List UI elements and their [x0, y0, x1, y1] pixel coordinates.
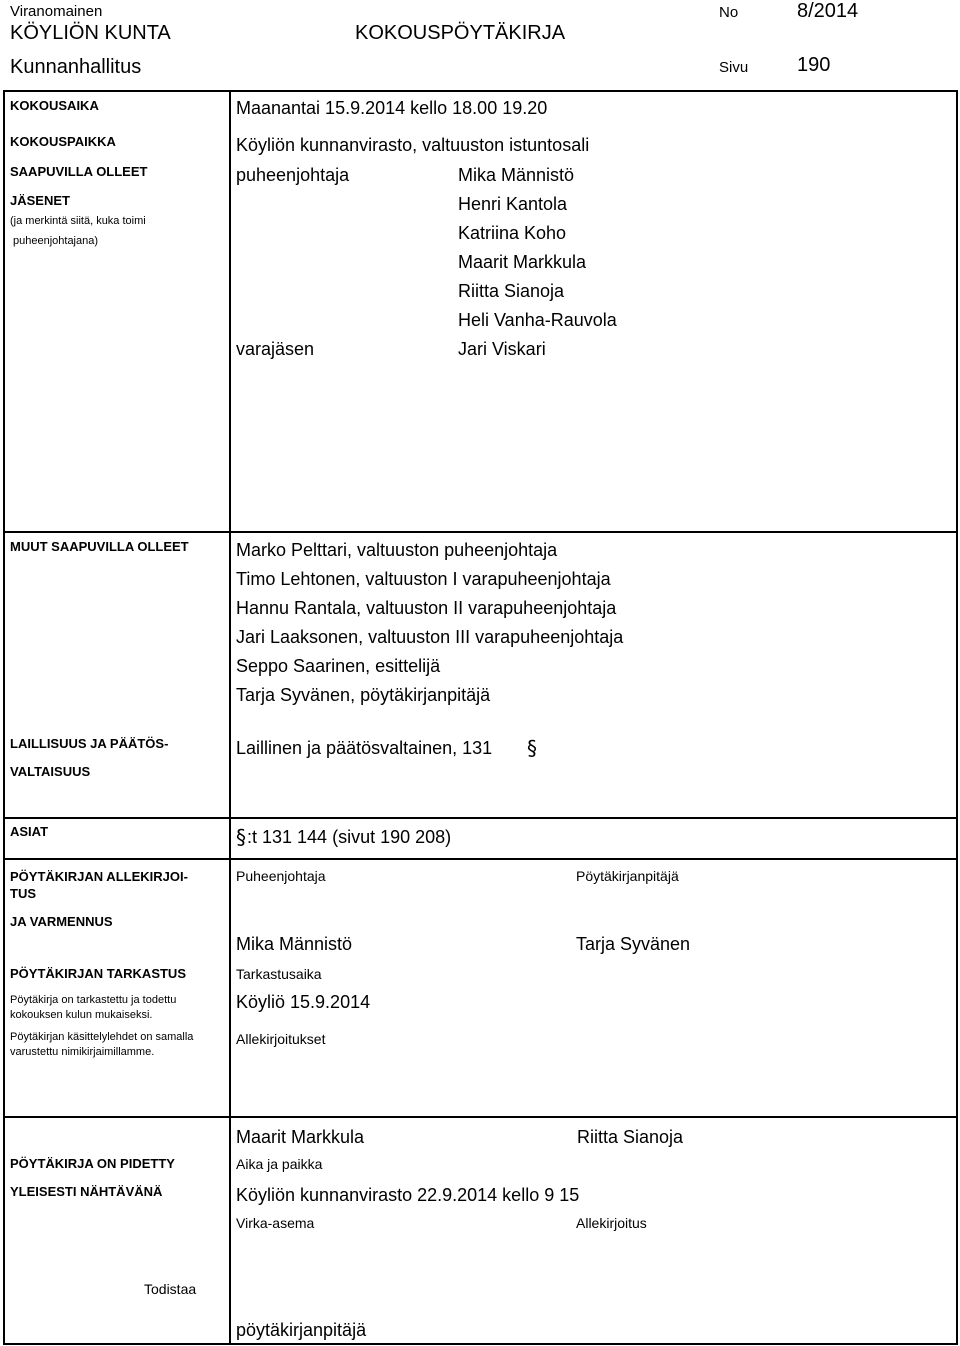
number-label: No: [719, 4, 739, 21]
members-label: JÄSENET: [10, 193, 70, 208]
public-label-line2: YLEISESTI NÄHTÄVÄNÄ: [10, 1184, 163, 1199]
member-name: Maarit Markkula: [458, 252, 587, 272]
time-place-caption: Aika ja paikka: [236, 1156, 323, 1172]
review-note1-line1: Pöytäkirja on tarkastettu ja todettu: [10, 994, 177, 1006]
meeting-place-value: Köyliön kunnanvirasto, valtuuston istuntosali: [236, 135, 590, 155]
member-name: Mika Männistö: [458, 165, 575, 185]
matters-section-sign: §: [236, 825, 246, 849]
frame-right-line: [956, 90, 958, 1345]
divider-after-matters: [3, 858, 958, 860]
signature-label-line1: PÖYTÄKIRJAN ALLEKIRJOI-: [10, 869, 188, 884]
review-signatures-caption: Allekirjoitukset: [236, 1031, 326, 1047]
number-value: 8/2014: [797, 0, 859, 22]
position-caption: Virka-asema: [236, 1215, 315, 1231]
deputy-role: varajäsen: [236, 339, 315, 359]
secretary-caption: Pöytäkirjanpitäjä: [576, 868, 679, 884]
chair-caption: Puheenjohtaja: [236, 868, 326, 884]
signature-caption: Allekirjoitus: [576, 1215, 647, 1231]
authority-type: Viranomainen: [10, 3, 103, 20]
chair-role: puheenjohtaja: [236, 165, 350, 185]
others-present-label: MUUT SAAPUVILLA OLLEET: [10, 539, 189, 554]
member-name: Jari Viskari: [458, 339, 546, 359]
page-label: Sivu: [719, 59, 749, 76]
document-type: KOKOUSPÖYTÄKIRJA: [355, 22, 566, 44]
time-place-value: Köyliön kunnanvirasto 22.9.2014 kello 9 15: [236, 1185, 580, 1205]
public-label-line1: PÖYTÄKIRJA ON PIDETTY: [10, 1156, 175, 1171]
frame-column-divider: [229, 90, 231, 1345]
frame-left-line: [3, 90, 5, 1345]
reviewer-name: Maarit Markkula: [236, 1127, 365, 1147]
reviewer-name: Riitta Sianoja: [577, 1127, 684, 1147]
municipality-name: KÖYLIÖN KUNTA: [10, 22, 171, 44]
review-place-date: Köyliö 15.9.2014: [236, 992, 371, 1012]
others-present-item: Hannu Rantala, valtuuston II varapuheenjohtaja: [236, 598, 617, 618]
secretary-name: Tarja Syvänen: [576, 934, 691, 954]
others-present-item: Seppo Saarinen, esittelijä: [236, 656, 441, 676]
chair-note-line2: puheenjohtajana): [13, 235, 99, 247]
frame-top-line: [3, 90, 958, 92]
matters-value: :t 131 144 (sivut 190 208): [247, 827, 452, 847]
review-note1-line2: kokouksen kulun mukaiseksi.: [10, 1009, 153, 1021]
signature-label-line3: JA VARMENNUS: [10, 914, 113, 929]
others-present-item: Timo Lehtonen, valtuuston I varapuheenjohtaja: [236, 569, 611, 589]
meeting-place-label: KOKOUSPAIKKA: [10, 134, 116, 149]
attendees-label: SAAPUVILLA OLLEET: [10, 164, 148, 179]
certify-label: Todistaa: [144, 1281, 197, 1297]
member-name: Katriina Koho: [458, 223, 567, 243]
legality-value: Laillinen ja päätösvaltainen, 131: [236, 738, 493, 758]
governing-body: Kunnanhallitus: [10, 56, 142, 78]
legality-section-sign: §: [527, 736, 537, 760]
matters-label: ASIAT: [10, 824, 49, 839]
legality-label-line2: VALTAISUUS: [10, 764, 91, 779]
meeting-time-value: Maanantai 15.9.2014 kello 18.00 19.20: [236, 98, 548, 118]
member-name: Heli Vanha-Rauvola: [458, 310, 617, 330]
chair-name: Mika Männistö: [236, 934, 353, 954]
legality-label-line1: LAILLISUUS JA PÄÄTÖS-: [10, 736, 169, 751]
member-name: Riitta Sianoja: [458, 281, 565, 301]
review-note2-line2: varustettu nimikirjaimillamme.: [10, 1046, 155, 1058]
page-number: 190: [797, 54, 831, 76]
signature-label-line2: TUS: [10, 886, 36, 901]
others-present-item: Jari Laaksonen, valtuuston III varapuheenjohtaja: [236, 627, 624, 647]
others-present-item: Marko Pelttari, valtuuston puheenjohtaja: [236, 540, 558, 560]
review-label: PÖYTÄKIRJAN TARKASTUS: [10, 966, 186, 981]
review-note2-line1: Pöytäkirjan käsittelylehdet on samalla: [10, 1031, 194, 1043]
chair-note-line1: (ja merkintä siitä, kuka toimi: [10, 215, 146, 227]
divider-after-attendees: [3, 531, 958, 533]
certifier-role: pöytäkirjanpitäjä: [236, 1320, 367, 1340]
divider-before-public: [3, 1116, 958, 1118]
divider-before-matters: [3, 817, 958, 819]
review-time-caption: Tarkastusaika: [236, 966, 322, 982]
frame-bottom-line: [3, 1343, 958, 1345]
others-present-item: Tarja Syvänen, pöytäkirjanpitäjä: [236, 685, 491, 705]
meeting-time-label: KOKOUSAIKA: [10, 98, 99, 113]
member-name: Henri Kantola: [458, 194, 568, 214]
